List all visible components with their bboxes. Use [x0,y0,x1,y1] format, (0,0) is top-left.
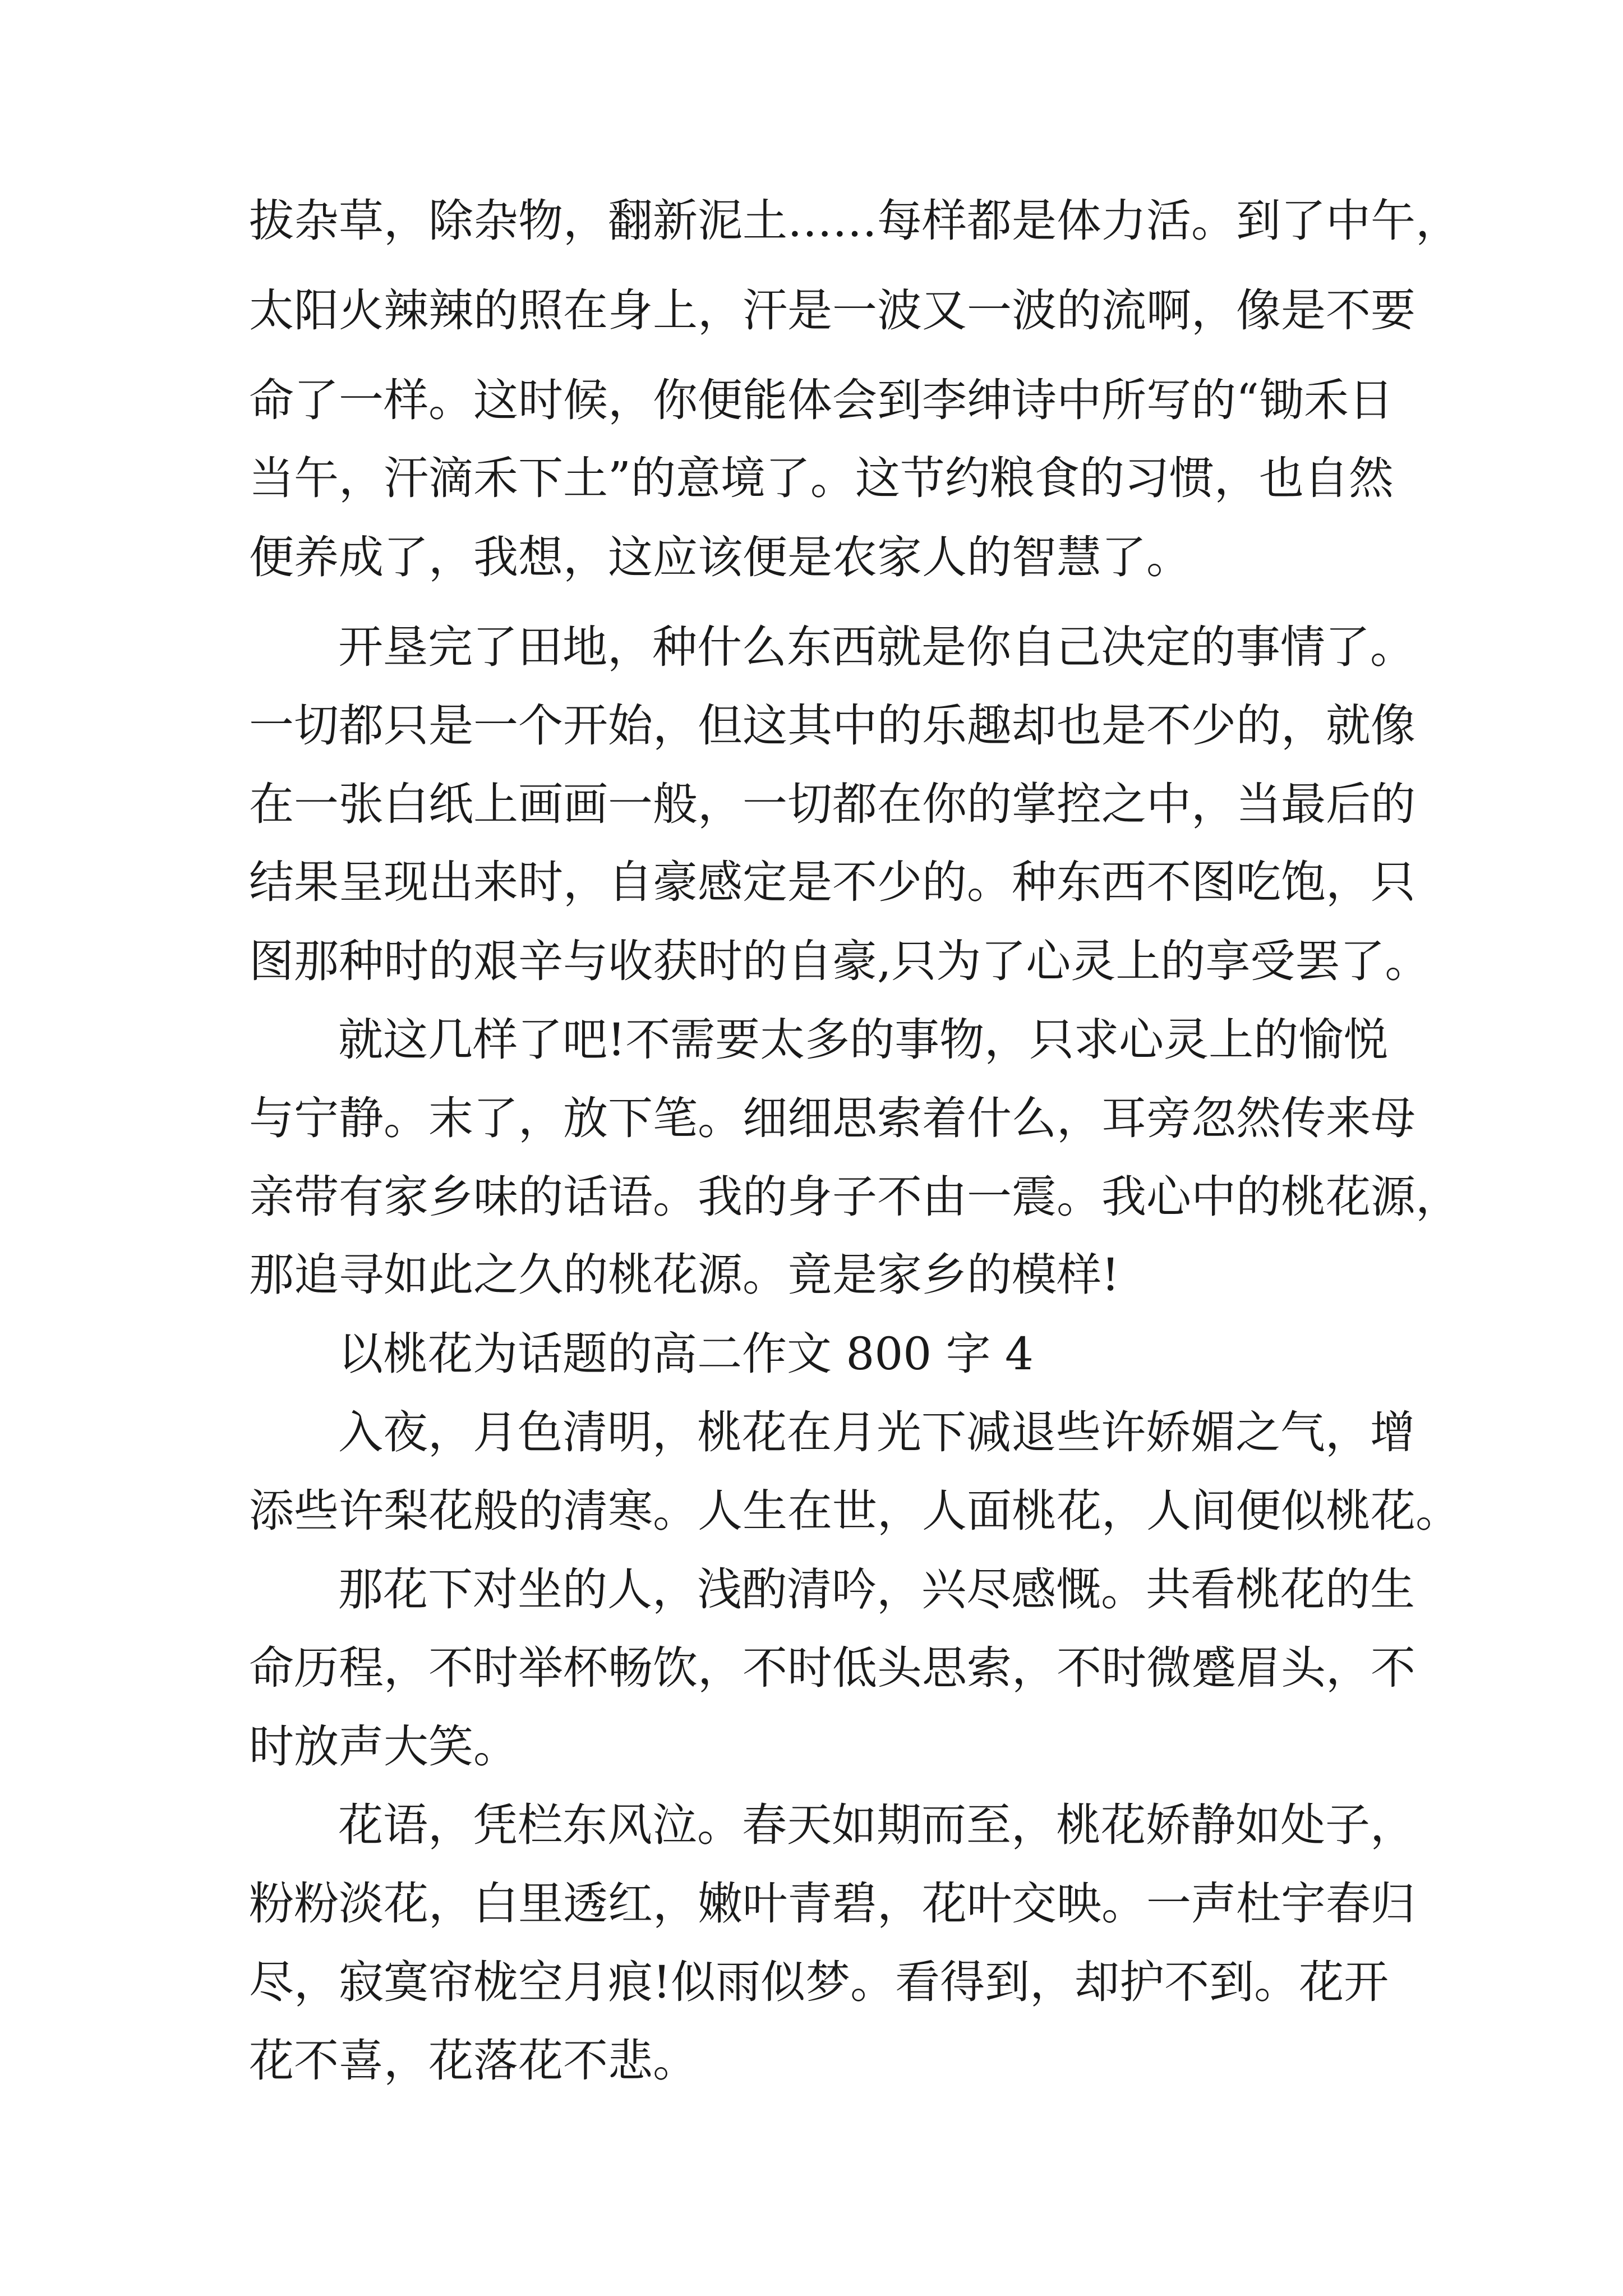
text-line: 便养成了，我想，这应该便是农家人的智慧了。 [249,531,1191,583]
text-line: 当午，汗滴禾下土”的意境了。这节约粮食的习惯，也自然 [249,452,1394,504]
text-line: 命了一样。这时候，你便能体会到李绅诗中所写的“锄禾日 [249,374,1394,426]
text-line: 就这几样了吧!不需要太多的事物，只求心灵上的愉悦 [338,1014,1389,1066]
text-line: 那花下对坐的人，浅酌清吟，兴尽感慨。共看桃花的生 [338,1563,1415,1616]
text-line: 粉粉淡花，白里透红，嫩叶青碧，花叶交映。一声杜宇春归 [249,1878,1415,1930]
text-line: 尽，寂寞帘栊空月痕!似雨似梦。看得到，却护不到。花开 [249,1956,1389,2008]
section-heading: 以桃花为话题的高二作文 800 字 4 [338,1328,1034,1380]
text-line: 开垦完了田地，种什么东西就是你自己决定的事情了。 [338,621,1415,673]
text-line: 入夜，月色清明，桃花在月光下减退些许娇媚之气，增 [338,1406,1415,1458]
text-line: 拔杂草，除杂物，翻新泥土……每样都是体力活。到了中午， [249,195,1460,247]
text-line: 添些许梨花般的清寒。人生在世，人面桃花，人间便似桃花。 [249,1485,1460,1537]
text-line: 结果呈现出来时，自豪感定是不少的。种东西不图吃饱，只 [249,856,1415,908]
text-line: 一切都只是一个开始，但这其中的乐趣却也是不少的，就像 [249,700,1415,752]
text-line: 命历程，不时举杯畅饮，不时低头思索，不时微蹙眉头，不 [249,1642,1415,1694]
text-line: 花不喜，花落花不悲。 [249,2035,698,2087]
text-line: 亲带有家乡味的话语。我的身子不由一震。我心中的桃花源， [249,1171,1460,1223]
text-line: 图那种时的艰辛与收获时的自豪,只为了心灵上的享受罢了。 [249,935,1430,987]
text-line: 时放声大笑。 [249,1720,518,1773]
text-line: 那追寻如此之久的桃花源。竟是家乡的模样! [249,1249,1120,1301]
text-line: 花语，凭栏东风泣。春天如期而至，桃花娇静如处子， [338,1799,1415,1851]
text-line: 在一张白纸上画画一般，一切都在你的掌控之中，当最后的 [249,778,1415,830]
text-line: 与宁静。末了，放下笔。细细思索着什么，耳旁忽然传来母 [249,1092,1415,1144]
text-line: 太阳火辣辣的照在身上，汗是一波又一波的流啊，像是不要 [249,284,1415,337]
